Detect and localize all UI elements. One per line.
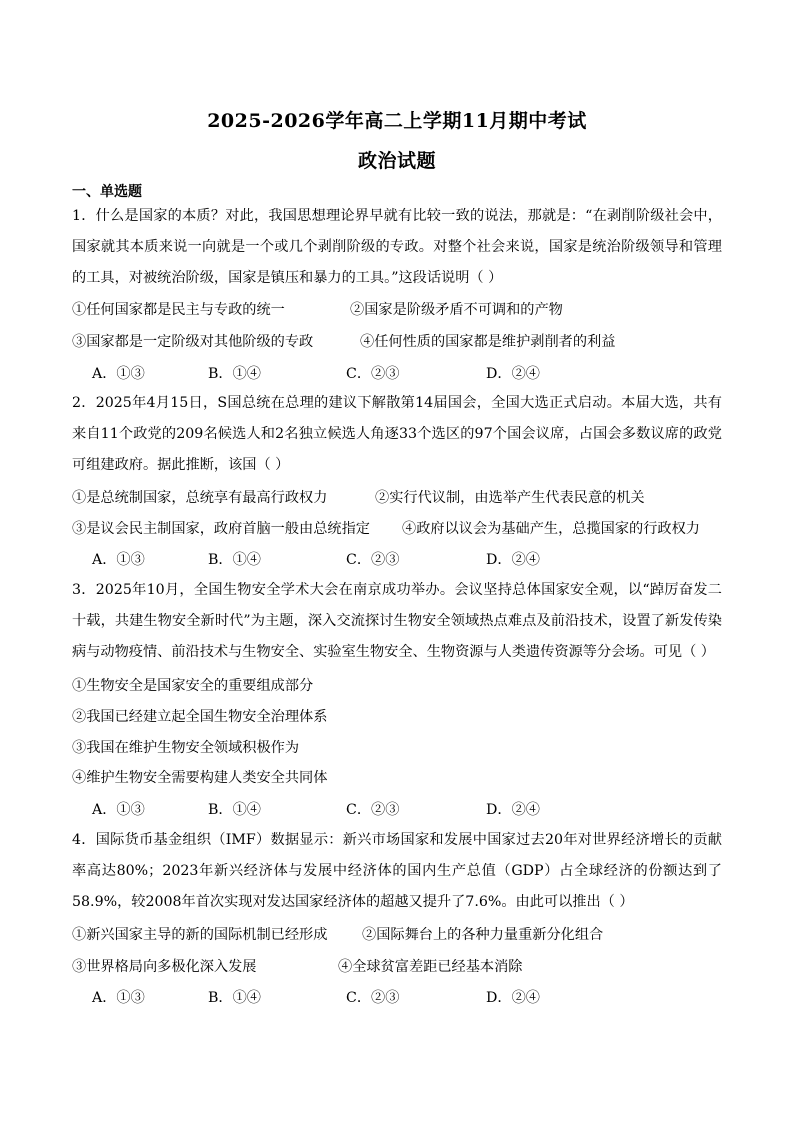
option-d: D．②④ <box>486 552 540 568</box>
statement-4: ④政府以议会为基础产生，总揽国家的行政权力 <box>402 521 700 537</box>
option-b: B．①④ <box>208 990 261 1006</box>
option-a: A．①③ <box>92 552 145 568</box>
statement-2: ②国际舞台上的各种力量重新分化组合 <box>362 927 604 943</box>
option-c: C．②③ <box>346 366 400 382</box>
option-b: B．①④ <box>208 366 261 382</box>
option-a: A．①③ <box>92 802 145 818</box>
exam-title: 2025-2026学年高二上学期11月期中考试 <box>207 110 587 132</box>
statement-4: ④全球贫富差距已经基本消除 <box>338 959 523 975</box>
statement-1: ①生物安全是国家安全的重要组成部分 <box>72 678 314 694</box>
option-a: A．①③ <box>92 990 145 1006</box>
statement-3: ③我国在维护生物安全领域积极作为 <box>72 740 300 756</box>
question-stem: 2．2025年4月15日，S国总统在总理的建议下解散第14届国会，全国大选正式启动。本届大选，共有来自11个政党的209名候选人和2名独立候选人角逐33个选区的97个国会议席，占国会多数议席的政党可组建政府。据此推断，该国（ ） <box>72 395 722 473</box>
question-stem: 1．什么是国家的本质？对此，我国思想理论界早就有比较一致的说法，那就是：“在剥削阶级社会中，国家就其本质来说一向就是一个或几个剥削阶级的专政。对整个社会来说，国家是统治阶级领导和管理的工具，对被统治阶级，国家是镇压和暴力的工具。”这段话说明（ ） <box>72 208 722 286</box>
option-d: D．②④ <box>486 366 540 382</box>
section-heading: 一、单选题 <box>72 184 142 200</box>
statement-1: ①是总统制国家，总统享有最高行政权力 <box>72 490 328 506</box>
statement-2: ②我国已经建立起全国生物安全治理体系 <box>72 709 328 725</box>
statement-4: ④任何性质的国家都是维护剥削者的利益 <box>360 334 616 350</box>
statement-1: ①任何国家都是民主与专政的统一 <box>72 302 285 318</box>
option-c: C．②③ <box>346 802 400 818</box>
statement-4: ④维护生物安全需要构建人类安全共同体 <box>72 770 328 786</box>
option-d: D．②④ <box>486 802 540 818</box>
option-a: A．①③ <box>92 366 145 382</box>
statement-3: ③是议会民主制国家，政府首脑一般由总统指定 <box>72 521 370 537</box>
statement-1: ①新兴国家主导的新的国际机制已经形成 <box>72 927 328 943</box>
statement-3: ③国家都是一定阶级对其他阶级的专政 <box>72 334 314 350</box>
exam-subtitle: 政治试题 <box>357 150 436 172</box>
option-b: B．①④ <box>208 802 261 818</box>
statement-3: ③世界格局向多极化深入发展 <box>72 959 257 975</box>
option-d: D．②④ <box>486 990 540 1006</box>
option-c: C．②③ <box>346 990 400 1006</box>
question-stem: 4．国际货币基金组织（IMF）数据显示：新兴市场国家和发展中国家过去20年对世界经济增长的贡献率高达80%；2023年新兴经济体与发展中经济体的国内生产总值（GDP）占全球经济的份额达到了58.9%，较2008年首次实现对发达国家经济体的超越又提升了7.6%。由此可以推出（ ） <box>72 832 722 910</box>
option-b: B．①④ <box>208 552 261 568</box>
statement-2: ②实行代议制，由选举产生代表民意的机关 <box>375 490 645 506</box>
statement-2: ②国家是阶级矛盾不可调和的产物 <box>350 302 563 318</box>
question-stem: 3．2025年10月，全国生物安全学术大会在南京成功举办。会议坚持总体国家安全观，以“踔厉奋发二十载，共建生物安全新时代”为主题，深入交流探讨生物安全领域热点难点及前沿技术，设置了新发传染病与动物疫情、前沿技术与生物安全、实验室生物安全、生物资源与人类遗传资源等分会场。可见（ ） <box>72 582 722 660</box>
option-c: C．②③ <box>346 552 400 568</box>
